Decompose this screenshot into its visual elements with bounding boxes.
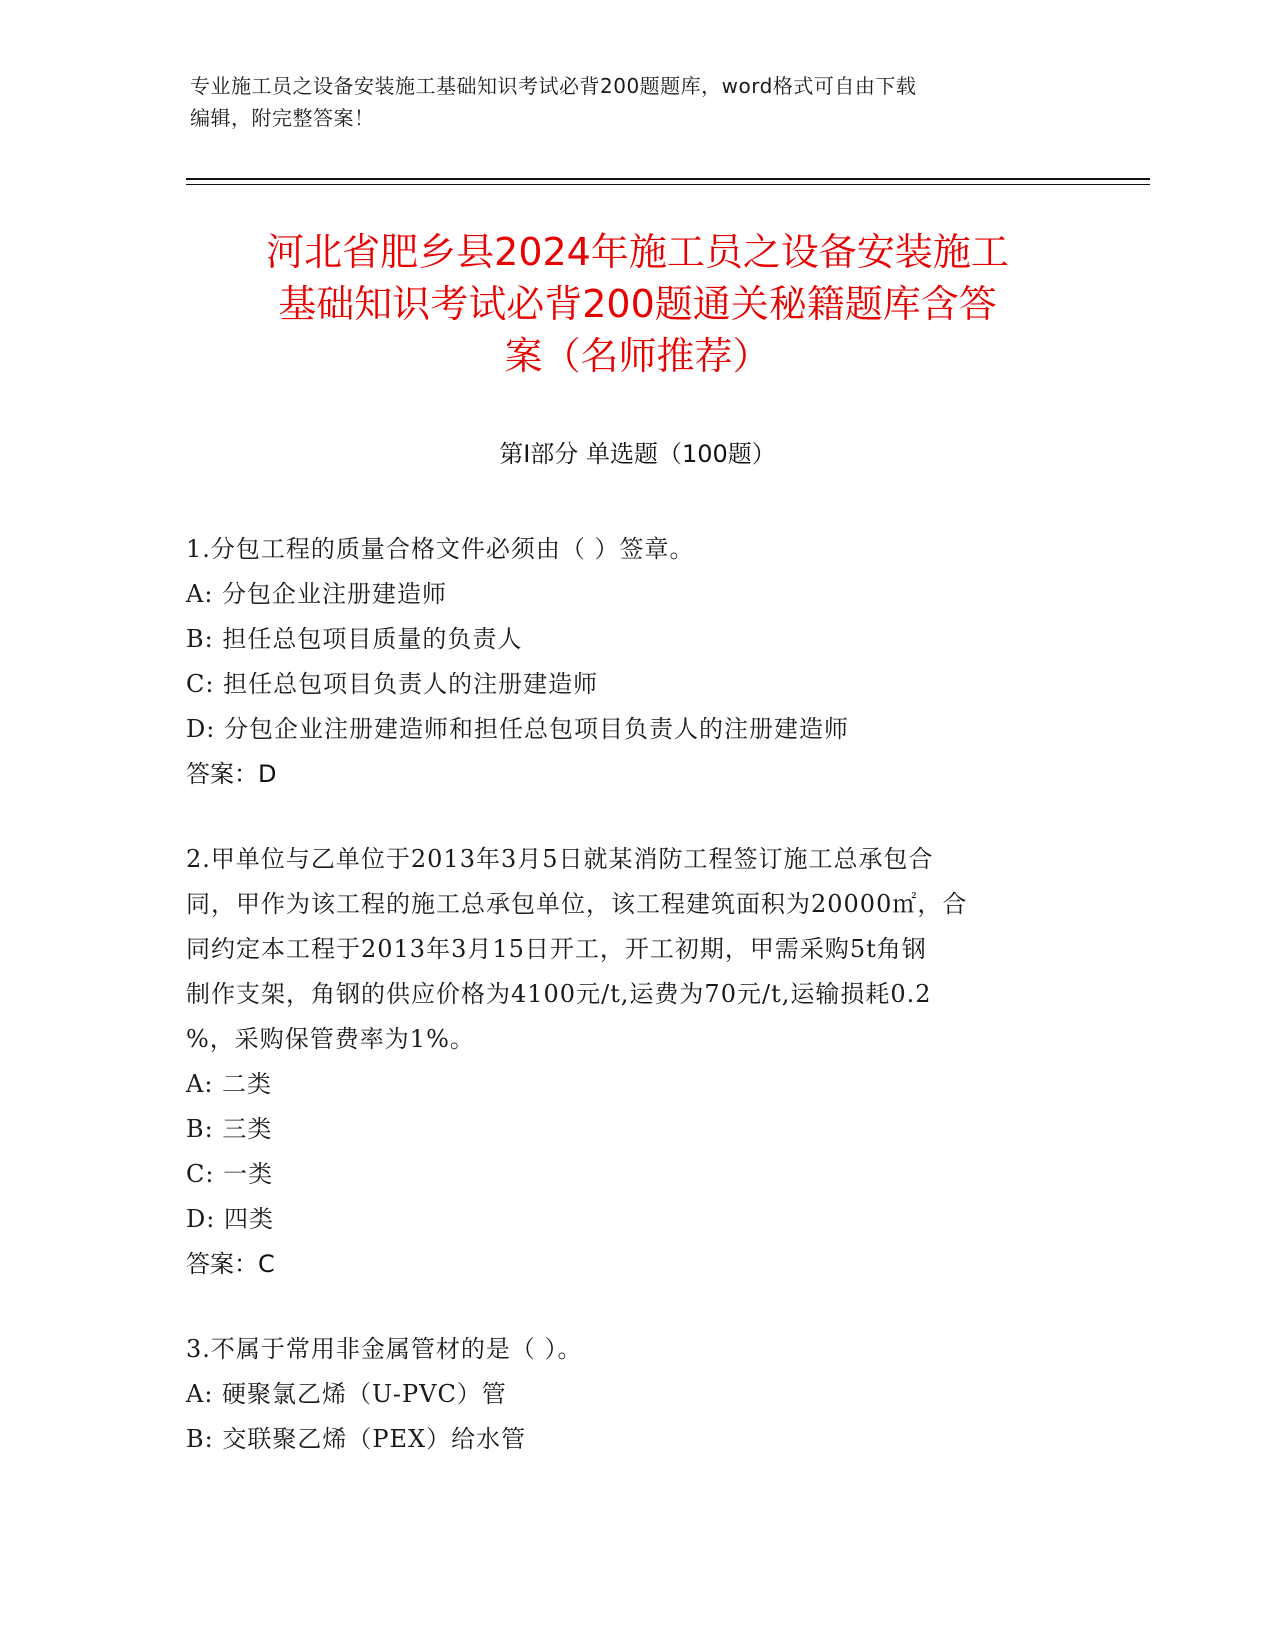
header-note-line-1: 专业施工员之设备安装施工基础知识考试必背200题题库，word格式可自由下载 [190,74,917,98]
question-list [186,527,1086,1502]
document-title-line-1: 河北省肥乡县2024年施工员之设备安装施工 [266,230,1009,274]
option-c: C: 担任总包项目负责人的注册建造师 [186,670,599,698]
question-stem-line: 3.不属于常用非金属管材的是（ ）。 [186,1335,583,1363]
question-3 [186,1327,1086,1462]
document-title-line-2: 基础知识考试必背200题通关秘籍题库含答 [278,282,997,326]
option-a: A: 二类 [186,1070,273,1098]
option-a: A: 硬聚氯乙烯（U-PVC）管 [186,1380,507,1408]
option-b: B: 担任总包项目质量的负责人 [186,625,523,653]
header-divider-thick [186,178,1150,180]
answer: 答案：C [186,1250,275,1278]
option-d: D: 四类 [186,1205,274,1233]
header-note-line-2: 编辑，附完整答案！ [190,106,375,130]
option-b: B: 三类 [186,1115,273,1143]
question-1 [186,527,1086,797]
question-stem-line: 2.甲单位与乙单位于2013年3月5日就某消防工程签订施工总承包合 [186,845,934,873]
document-title [180,226,1095,382]
option-a: A: 分包企业注册建造师 [186,580,448,608]
question-2 [186,837,1086,1287]
option-c: C: 一类 [186,1160,274,1188]
question-stem [186,527,1086,572]
question-stem-line: 制作支架，角钢的供应价格为4100元/t,运费为70元/t,运输损耗0.2 [186,980,932,1008]
option-b: B: 交联聚乙烯（PEX）给水管 [186,1425,527,1453]
question-stem [186,1327,1086,1372]
question-stem-line: 同，甲作为该工程的施工总承包单位，该工程建筑面积为20000㎡，合 [186,890,968,918]
header-divider-thin [186,184,1150,185]
question-stem-line: 同约定本工程于2013年3月15日开工，开工初期，甲需采购5t角钢 [186,935,927,963]
question-stem [186,837,1086,1062]
section-title: 第Ⅰ部分 单选题（100题） [499,440,776,468]
document-title-line-3: 案（名师推荐） [504,334,771,378]
question-stem-line: 1.分包工程的质量合格文件必须由（ ）签章。 [186,535,695,563]
question-stem-line: %，采购保管费率为1%。 [186,1025,475,1053]
option-d: D: 分包企业注册建造师和担任总包项目负责人的注册建造师 [186,715,849,743]
header-note [190,70,1070,134]
answer: 答案：D [186,760,277,788]
